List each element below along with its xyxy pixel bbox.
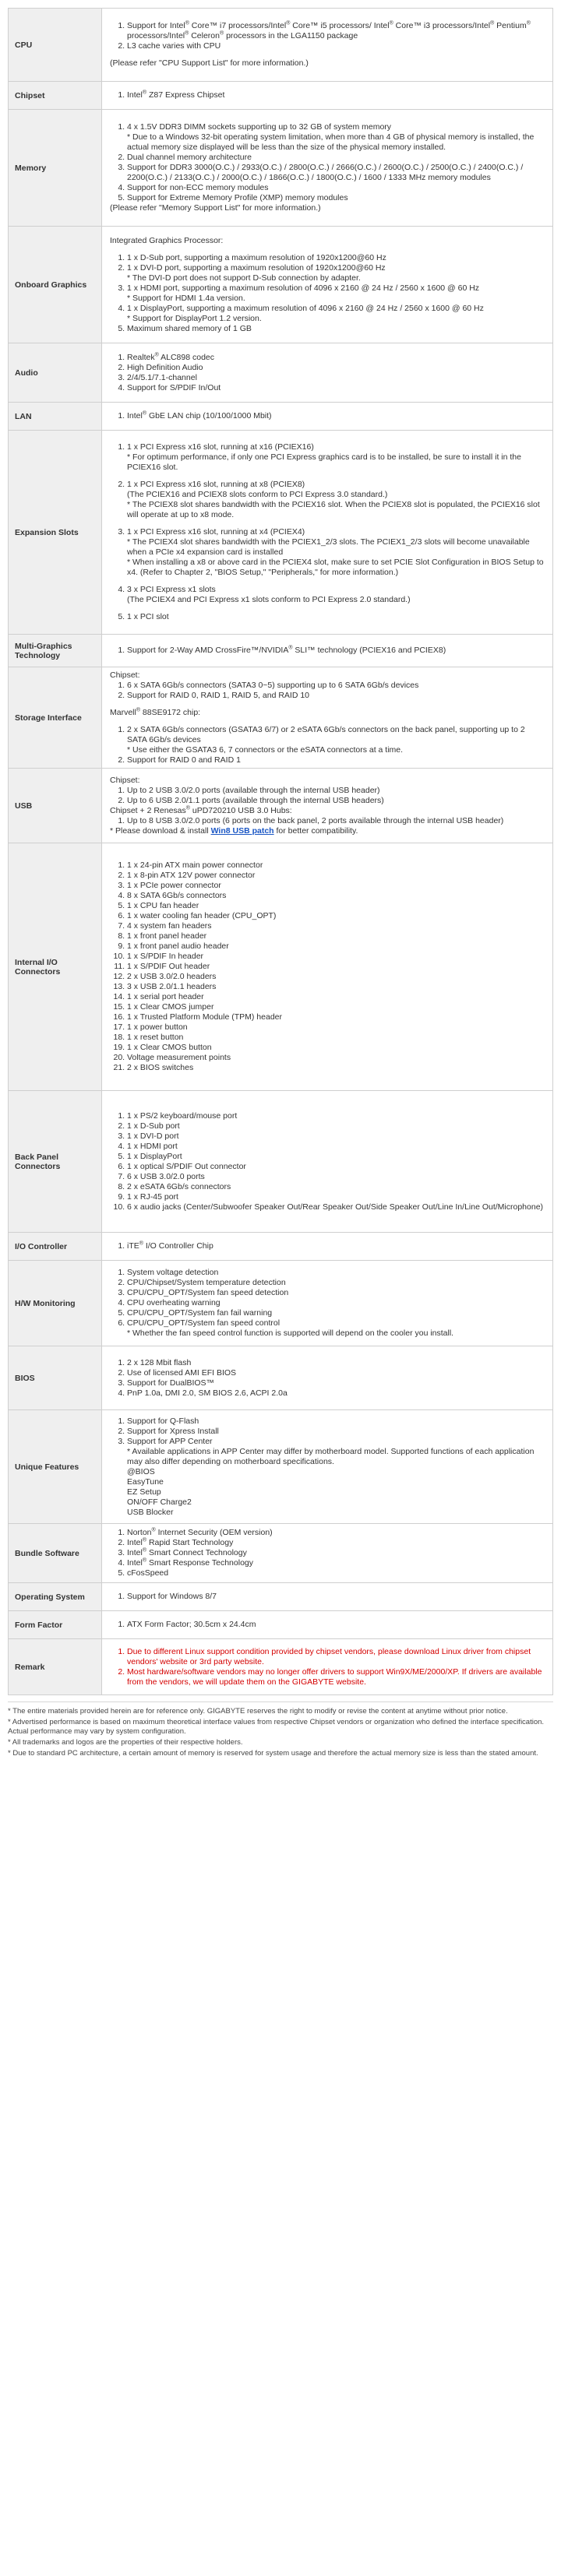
- spec-item: 8. 1 x front panel header: [127, 931, 545, 941]
- spec-item: 16. 1 x Trusted Platform Module (TPM) header: [127, 1012, 545, 1022]
- spec-item: 4. 1 x HDMI port: [127, 1142, 545, 1152]
- spec-note: * Please download & install Win8 USB patch for better compatibility.: [110, 825, 358, 836]
- spec-list: [110, 612, 545, 622]
- spec-label: Chipset: [9, 82, 102, 110]
- spec-list: [110, 253, 545, 334]
- spec-label: Bundle Software: [9, 1524, 102, 1583]
- spec-list: [110, 1592, 545, 1602]
- spec-item: 3. 2/4/5.1/7.1-channel: [127, 373, 545, 383]
- spec-item: 2. Use of licensed AMI EFI BIOS: [127, 1368, 545, 1378]
- spacer: [110, 246, 545, 253]
- spec-item: 5. 1 x DisplayPort: [127, 1152, 545, 1162]
- spec-list: [110, 860, 545, 1073]
- spec-content: [102, 1639, 553, 1695]
- spec-item: 4. Support for non-ECC memory modules: [127, 183, 545, 193]
- spacer: [110, 718, 545, 725]
- spec-item: 2. Dual channel memory architecture: [127, 153, 545, 163]
- spec-row-chipset: [9, 82, 553, 110]
- spec-row-audio: [9, 343, 553, 403]
- spec-row-storage-interface: [9, 667, 553, 769]
- spec-list: [110, 1528, 545, 1578]
- spec-item: 15. 1 x Clear CMOS jumper: [127, 1002, 545, 1012]
- spec-list: [110, 1647, 545, 1687]
- spec-item: 1. Up to 2 USB 3.0/2.0 ports (available through the internal USB header): [127, 786, 545, 796]
- spec-label: Audio: [9, 343, 102, 403]
- spec-item: 4. 8 x SATA 6Gb/s connectors: [127, 891, 545, 901]
- spec-list: [110, 725, 545, 765]
- spec-row-i-o-controller: [9, 1233, 553, 1261]
- spec-item: 1. Support for 2-Way AMD CrossFire™/NVIDIA® SLI™ technology (PCIEX16 and PCIEX8): [127, 646, 545, 656]
- spec-item: 4. 3 x PCI Express x1 slots (The PCIEX4 and PCI Express x1 slots conform to PCI Express 2.0 standard.): [127, 585, 545, 605]
- spec-item: 7. 4 x system fan headers: [127, 921, 545, 931]
- spec-item: 1. Support for Q-Flash: [127, 1416, 545, 1427]
- spec-item: 2. Support for RAID 0 and RAID 1: [127, 755, 545, 765]
- spec-list: [110, 411, 545, 421]
- spec-label: Memory: [9, 110, 102, 227]
- spec-item: 1. Norton® Internet Security (OEM version): [127, 1528, 545, 1538]
- spacer: [110, 578, 545, 585]
- spec-label: H/W Monitoring: [9, 1261, 102, 1346]
- spec-item: 1. ATX Form Factor; 30.5cm x 24.4cm: [127, 1620, 545, 1630]
- spec-item: 1. Support for Windows 8/7: [127, 1592, 545, 1602]
- spec-list: [110, 1416, 545, 1518]
- spec-item: 1. Due to different Linux support condition provided by chipset vendors, please download Linux driver from chipset vendors' website or 3rd party website.: [127, 1647, 545, 1667]
- spec-label: Onboard Graphics: [9, 227, 102, 343]
- spec-item: 14. 1 x serial port header: [127, 992, 545, 1002]
- spec-item: 1. Support for Intel® Core™ i7 processors/Intel® Core™ i5 processors/ Intel® Core™ i3 processors/Intel® Pentium® processors/Intel® Celeron® processors in the LGA1150 package: [127, 21, 545, 41]
- spec-list: [110, 353, 545, 393]
- spec-content: [102, 82, 553, 110]
- spec-content: [102, 843, 553, 1091]
- spec-note: Integrated Graphics Processor:: [110, 235, 224, 245]
- spec-item: 2. L3 cache varies with CPU: [127, 41, 545, 51]
- footnote: * Due to standard PC architecture, a certain amount of memory is reserved for system usage and therefore the actual memory size is less than the stated amount.: [8, 1749, 538, 1758]
- spec-label: Unique Features: [9, 1410, 102, 1524]
- spec-item: 2. 1 x D-Sub port: [127, 1121, 545, 1131]
- spec-label: BIOS: [9, 1346, 102, 1410]
- spec-item: 2. CPU/Chipset/System temperature detection: [127, 1278, 545, 1288]
- spec-row-remark: [9, 1639, 553, 1695]
- spec-item: 13. 3 x USB 2.0/1.1 headers: [127, 982, 545, 992]
- spec-row-usb: [9, 769, 553, 843]
- spec-item: 17. 1 x power button: [127, 1022, 545, 1033]
- footnote: * All trademarks and logos are the properties of their respective holders.: [8, 1738, 243, 1747]
- spec-item: 1. 1 x 24-pin ATX main power connector: [127, 860, 545, 871]
- spec-item: 3. Support for DDR3 3000(O.C.) / 2933(O.C.) / 2800(O.C.) / 2666(O.C.) / 2600(O.C.) / 2500(O.C.) / 2400(O.C.) / 2200(O.C.) / 2133(O.C.) / 2000(O.C.) / 1866(O.C.) / 1800(O.C.) / 1600 / 1333 MHz memory modules: [127, 163, 545, 183]
- footnote: * Advertised performance is based on maximum theoretical interface values from respective Chipset vendors or organization who defined the interface specification. Actual performance may vary by system configuration.: [8, 1718, 545, 1736]
- spec-label: Internal I/O Connectors: [9, 843, 102, 1091]
- spec-label: Remark: [9, 1639, 102, 1695]
- spec-item: 3. 1 x PCIe power connector: [127, 881, 545, 891]
- spec-row-internal-i-o-connectors: [9, 843, 553, 1091]
- spec-item: 9. 1 x RJ-45 port: [127, 1192, 545, 1202]
- spec-list: [110, 442, 545, 473]
- spec-list: [110, 1620, 545, 1630]
- spec-content: [102, 667, 553, 769]
- footnote: * The entire materials provided herein are for reference only. GIGABYTE reserves the right to modify or revise the content at anytime without prior notice.: [8, 1707, 508, 1716]
- spec-note: Chipset + 2 Renesas® uPD720210 USB 3.0 Hubs:: [110, 805, 292, 815]
- spec-item: 1. Realtek® ALC898 codec: [127, 353, 545, 363]
- spec-content: [102, 1410, 553, 1524]
- spec-item: 1. 1 x PS/2 keyboard/mouse port: [127, 1111, 545, 1121]
- spec-row-bundle-software: [9, 1524, 553, 1583]
- win8-usb-patch-link[interactable]: Win8 USB patch: [210, 825, 274, 836]
- spec-label: Multi-Graphics Technology: [9, 635, 102, 667]
- spec-label: I/O Controller: [9, 1233, 102, 1261]
- spec-list: [110, 816, 545, 826]
- spec-item: 3. 1 x DVI-D port: [127, 1131, 545, 1142]
- spec-content: [102, 9, 553, 82]
- spec-row-h-w-monitoring: [9, 1261, 553, 1346]
- spec-item: 2. Support for RAID 0, RAID 1, RAID 5, and RAID 10: [127, 691, 545, 701]
- spec-item: 2. High Definition Audio: [127, 363, 545, 373]
- spec-list: [110, 480, 545, 520]
- spec-content: [102, 1611, 553, 1639]
- spec-item: 4. CPU overheating warning: [127, 1298, 545, 1308]
- spec-item: 2. Support for Xpress Install: [127, 1427, 545, 1437]
- spec-item: 3. 1 x HDMI port, supporting a maximum resolution of 4096 x 2160 @ 24 Hz / 2560 x 1600 @ 60 Hz * Support for HDMI 1.4a version.: [127, 283, 545, 304]
- spec-note: Chipset:: [110, 775, 140, 785]
- spec-item: 1. iTE® I/O Controller Chip: [127, 1241, 545, 1251]
- spec-row-lan: [9, 403, 553, 431]
- spec-row-back-panel-connectors: [9, 1091, 553, 1233]
- spec-row-memory: [9, 110, 553, 227]
- spec-content: [102, 1524, 553, 1583]
- spec-content: [102, 1233, 553, 1261]
- spec-content: [102, 769, 553, 843]
- spec-label: Operating System: [9, 1583, 102, 1611]
- spec-row-expansion-slots: [9, 431, 553, 635]
- spec-content: [102, 1091, 553, 1233]
- spec-item: 6. CPU/CPU_OPT/System fan speed control * Whether the fan speed control function is supported will depend on the cooler you install.: [127, 1318, 545, 1339]
- spec-item: 3. Support for DualBIOS™: [127, 1378, 545, 1388]
- spec-list: [110, 585, 545, 605]
- spec-item: 5. CPU/CPU_OPT/System fan fail warning: [127, 1308, 545, 1318]
- spec-item: 1. Intel® GbE LAN chip (10/100/1000 Mbit): [127, 411, 545, 421]
- spec-list: [110, 1241, 545, 1251]
- spec-content: [102, 1583, 553, 1611]
- spec-item: 6. 1 x water cooling fan header (CPU_OPT): [127, 911, 545, 921]
- spec-row-multi-graphics-technology: [9, 635, 553, 667]
- spec-item: 4. Support for S/PDIF In/Out: [127, 383, 545, 393]
- spec-label: LAN: [9, 403, 102, 431]
- spec-label: USB: [9, 769, 102, 843]
- spec-item: 5. Maximum shared memory of 1 GB: [127, 324, 545, 334]
- spec-item: 10. 1 x S/PDIF In header: [127, 952, 545, 962]
- spec-item: 5. 1 x PCI slot: [127, 612, 545, 622]
- spec-row-form-factor: [9, 1611, 553, 1639]
- spec-item: 1. 2 x SATA 6Gb/s connectors (GSATA3 6/7) or 2 eSATA 6Gb/s connectors on the back panel, supporting up to 2 SATA 6Gb/s devices * Use either the GSATA3 6, 7 connectors or the eSATA connectors at a time.: [127, 725, 545, 755]
- spec-item: 2. Intel® Rapid Start Technology: [127, 1538, 545, 1548]
- spec-list: [110, 1111, 545, 1212]
- spec-list: [110, 90, 545, 100]
- spec-content: [102, 1261, 553, 1346]
- spec-content: [102, 431, 553, 635]
- spec-item: 9. 1 x front panel audio header: [127, 941, 545, 952]
- spec-item: 7. 6 x USB 3.0/2.0 ports: [127, 1172, 545, 1182]
- spacer: [110, 605, 545, 612]
- spec-row-unique-features: [9, 1410, 553, 1524]
- spec-content: [102, 635, 553, 667]
- spec-note: Chipset:: [110, 670, 140, 680]
- footnotes: [8, 1701, 553, 1758]
- spec-item: 1. 6 x SATA 6Gb/s connectors (SATA3 0~5) supporting up to 6 SATA 6Gb/s devices: [127, 681, 545, 691]
- spec-label: Back Panel Connectors: [9, 1091, 102, 1233]
- spec-note: (Please refer "CPU Support List" for more information.): [110, 58, 309, 68]
- spec-item: 10. 6 x audio jacks (Center/Subwoofer Speaker Out/Rear Speaker Out/Side Speaker Out/Line In/Line Out/Microphone): [127, 1202, 545, 1212]
- spec-table: [8, 8, 553, 1695]
- spec-item: 18. 1 x reset button: [127, 1033, 545, 1043]
- spec-item: 19. 1 x Clear CMOS button: [127, 1043, 545, 1053]
- spec-item: 8. 2 x eSATA 6Gb/s connectors: [127, 1182, 545, 1192]
- spec-content: [102, 1346, 553, 1410]
- spec-item: 4. 1 x DisplayPort, supporting a maximum resolution of 4096 x 2160 @ 24 Hz / 2560 x 1600 @ 60 Hz * Support for DisplayPort 1.2 version.: [127, 304, 545, 324]
- spec-item: 5. Support for Extreme Memory Profile (XMP) memory modules: [127, 193, 545, 203]
- spacer: [110, 51, 545, 58]
- spec-note: Marvell® 88SE9172 chip:: [110, 707, 201, 717]
- spec-label: Form Factor: [9, 1611, 102, 1639]
- spec-item: 4. PnP 1.0a, DMI 2.0, SM BIOS 2.6, ACPI 2.0a: [127, 1388, 545, 1399]
- spec-list: [110, 527, 545, 578]
- spec-item: 3. Intel® Smart Connect Technology: [127, 1548, 545, 1558]
- spacer: [110, 473, 545, 480]
- spec-item: 11. 1 x S/PDIF Out header: [127, 962, 545, 972]
- spec-note: (Please refer "Memory Support List" for more information.): [110, 203, 321, 213]
- spec-list: [110, 1268, 545, 1339]
- spec-item: 21. 2 x BIOS switches: [127, 1063, 545, 1073]
- spec-item: 1. Intel® Z87 Express Chipset: [127, 90, 545, 100]
- spec-label: CPU: [9, 9, 102, 82]
- spec-item: 12. 2 x USB 3.0/2.0 headers: [127, 972, 545, 982]
- spec-item: 3. Support for APP Center * Available applications in APP Center may differ by motherboard model. Supported functions of each application may also differ depending on motherboard specifications. @BIOS EasyTune EZ Setup ON/OFF Charge2 USB Blocker: [127, 1437, 545, 1518]
- spec-item: 1. 4 x 1.5V DDR3 DIMM sockets supporting up to 32 GB of system memory * Due to a Windows 32-bit operating system limitation, when more than 4 GB of physical memory is installed, the actual memory size displayed will be less than the size of the physical memory installed.: [127, 122, 545, 153]
- spec-list: [110, 122, 545, 203]
- spec-list: [110, 646, 545, 656]
- spec-item: 20. Voltage measurement points: [127, 1053, 545, 1063]
- spacer: [110, 701, 545, 708]
- spec-item: 1. Up to 8 USB 3.0/2.0 ports (6 ports on the back panel, 2 ports available through the internal USB header): [127, 816, 545, 826]
- spec-item: 6. 1 x optical S/PDIF Out connector: [127, 1162, 545, 1172]
- spec-item: 2. 1 x 8-pin ATX 12V power connector: [127, 871, 545, 881]
- spec-content: [102, 403, 553, 431]
- spec-item: 1. 1 x D-Sub port, supporting a maximum resolution of 1920x1200@60 Hz: [127, 253, 545, 263]
- spacer: [110, 520, 545, 527]
- spec-list: [110, 786, 545, 806]
- spec-row-onboard-graphics: [9, 227, 553, 343]
- spec-label: Expansion Slots: [9, 431, 102, 635]
- spec-item: 3. 1 x PCI Express x16 slot, running at x4 (PCIEX4) * The PCIEX4 slot shares bandwidth with the PCIEX1_2/3 slots. The PCIEX1_2/3 slots will become unavailable when a PCIe x4 expansion card is installed * When installing a x8 or above card in the PCIEX4 slot, make sure to set PCIE Slot Configuration in BIOS Setup to x4. (Refer to Chapter 2, "BIOS Setup," "Peripherals," for more information.): [127, 527, 545, 578]
- spec-row-operating-system: [9, 1583, 553, 1611]
- spec-item: 2. 1 x DVI-D port, supporting a maximum resolution of 1920x1200@60 Hz * The DVI-D port does not support D-Sub connection by adapter.: [127, 263, 545, 283]
- spec-item: 1. 1 x PCI Express x16 slot, running at x16 (PCIEX16) * For optimum performance, if only one PCI Express graphics card is to be installed, be sure to install it in the PCIEX16 slot.: [127, 442, 545, 473]
- spec-list: [110, 21, 545, 51]
- spec-row-cpu: [9, 9, 553, 82]
- spec-item: 5. cFosSpeed: [127, 1568, 545, 1578]
- spec-list: [110, 681, 545, 701]
- spec-item: 2. 1 x PCI Express x16 slot, running at x8 (PCIEX8) (The PCIEX16 and PCIEX8 slots conform to PCI Express 3.0 standard.) * The PCIEX8 slot shares bandwidth with the PCIEX16 slot. When the PCIEX8 slot is populated, the PCIEX16 slot will operate at up to x8 mode.: [127, 480, 545, 520]
- spec-content: [102, 343, 553, 403]
- spec-list: [110, 1358, 545, 1399]
- spec-item: 1. 2 x 128 Mbit flash: [127, 1358, 545, 1368]
- spec-content: [102, 110, 553, 227]
- spec-row-bios: [9, 1346, 553, 1410]
- spec-item: 4. Intel® Smart Response Technology: [127, 1558, 545, 1568]
- spec-label: Storage Interface: [9, 667, 102, 769]
- spec-content: [102, 227, 553, 343]
- spec-item: 5. 1 x CPU fan header: [127, 901, 545, 911]
- spec-item: 3. CPU/CPU_OPT/System fan speed detection: [127, 1288, 545, 1298]
- spec-item: 1. System voltage detection: [127, 1268, 545, 1278]
- spec-item: 2. Most hardware/software vendors may no longer offer drivers to support Win9X/ME/2000/XP. If drivers are available from the vendors, we will update them on the GIGABYTE website.: [127, 1667, 545, 1687]
- spec-item: 2. Up to 6 USB 2.0/1.1 ports (available through the internal USB headers): [127, 796, 545, 806]
